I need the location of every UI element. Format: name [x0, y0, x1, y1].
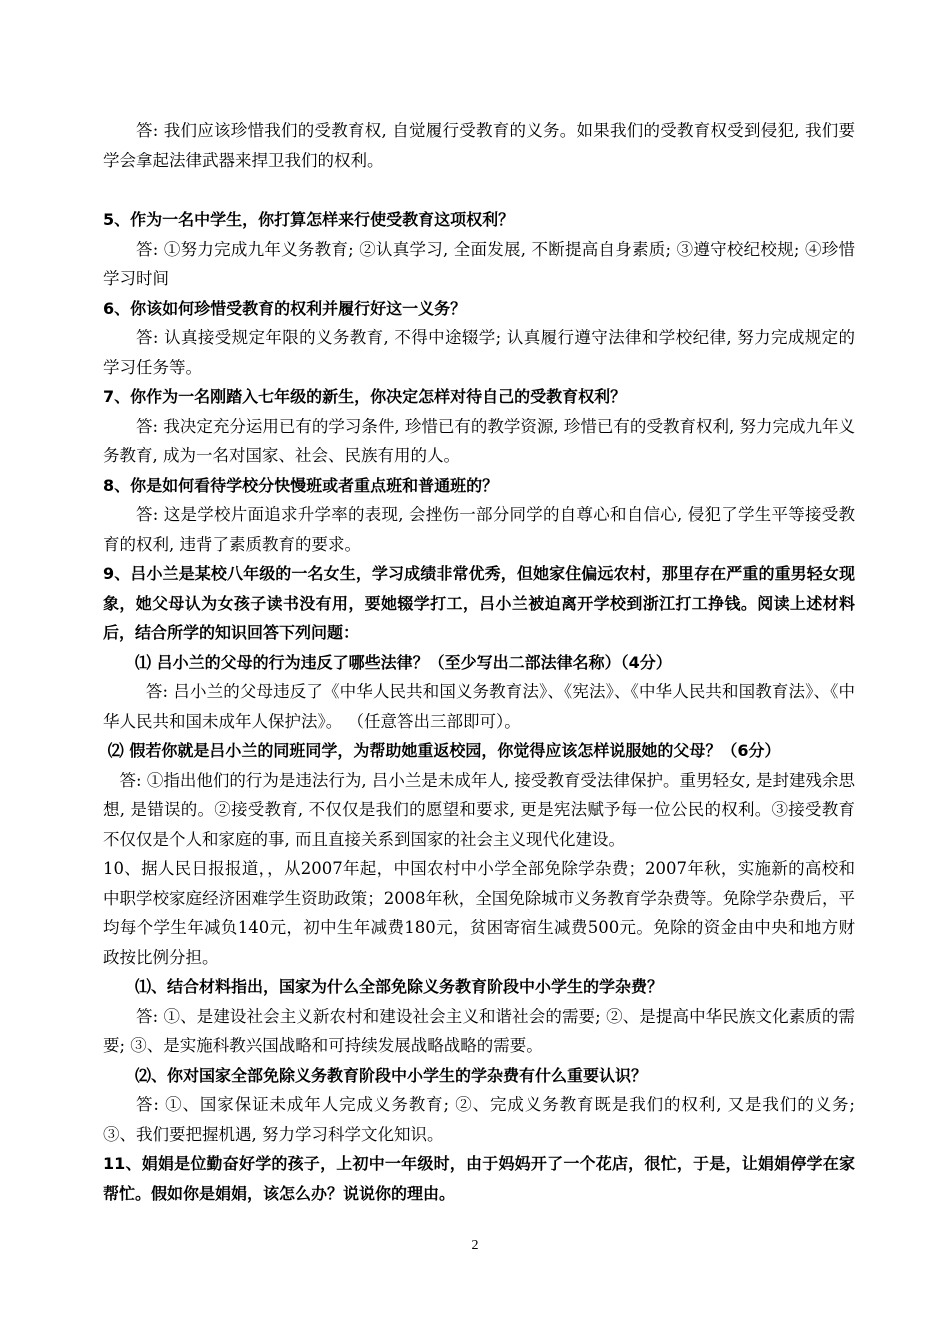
question-heading: ⑴、结合材料指出，国家为什么全部免除义务教育阶段中小学生的学杂费？ — [135, 977, 664, 996]
answer-paragraph: 10、据人民日报报道，，从2007年起，中国农村中小学全部免除学杂费；2007年秋，实施新的高校和中职学校家庭经济困难学生资助政策；2008年秋，全国免除城市义务教育学杂费等。免除学杂费后，平均每个学生年减负140元，初中生年减费180元，贫困寄宿生减费500元。免除的资金由中央和地方财政按比例分担。 — [103, 859, 855, 967]
page-number: 2 — [471, 1238, 479, 1253]
answer-paragraph: 答: ①努力完成九年义务教育; ②认真学习, 全面发展, 不断提高自身素质; ③遵守校纪校规; ④珍惜学习时间 — [103, 239, 855, 288]
answer-paragraph: 答: 我决定充分运用已有的学习条件, 珍惜已有的教学资源, 珍惜已有的受教育权利, 努力完成九年义务教育, 成为一名对国家、社会、民族有用的人。 — [103, 416, 855, 465]
answer-paragraph: 答: 认真接受规定年限的义务教育, 不得中途辍学; 认真履行遵守法律和学校纪律, 努力完成规定的学习任务等。 — [103, 328, 855, 377]
document-body — [103, 116, 855, 1208]
answer-paragraph: 答: 吕小兰的父母违反了《中华人民共和国义务教育法》、《宪法》、《中华人民共和国教育法》、《中华人民共和国未成年人保护法》。 （任意答出三部即可）。 — [103, 682, 855, 731]
answer-paragraph: 答: 这是学校片面追求升学率的表现, 会挫伤一部分同学的自尊心和自信心, 侵犯了学生平等接受教育的权利, 违背了素质教育的要求。 — [103, 505, 855, 554]
question-heading: 11、娟娟是位勤奋好学的孩子，上初中一年级时，由于妈妈开了一个花店，很忙，于是，让娟娟停学在家帮忙。假如你是娟娟，该怎么办？说说你的理由。 — [103, 1154, 855, 1203]
question-heading: ⑴ 吕小兰的父母的行为违反了哪些法律？（至少写出二部法律名称）（4分） — [135, 652, 672, 672]
question-heading: 6、你该如何珍惜受教育的权利并履行好这一义务？ — [103, 298, 467, 318]
question-heading: 7、你作为一名刚踏入七年级的新生，你决定怎样对待自己的受教育权利？ — [103, 387, 627, 406]
answer-paragraph: 答: ①、是建设社会主义新农村和建设社会主义和谐社会的需要; ②、是提高中华民族文化素质的需要; ③、是实施科教兴国战略和可持续发展战略战略的需要。 — [103, 1006, 855, 1055]
question-heading: ⑵ 假若你就是吕小兰的同班同学，为帮助她重返校园，你觉得应该怎样说服她的父母？（6分） — [107, 741, 781, 760]
answer-paragraph: 答: ①指出他们的行为是违法行为, 吕小兰是未成年人, 接受教育受法律保护。重男轻女, 是封建残余思想, 是错误的。②接受教育, 不仅仅是我们的愿望和要求, 更是宪法赋予每一位公民的权利。③接受教育不仅仅是个人和家庭的事, 而且直接关系到国家的社会主义现代化建设。 — [103, 770, 855, 849]
answer-paragraph: 答: 我们应该珍惜我们的受教育权, 自觉履行受教育的义务。如果我们的受教育权受到侵犯, 我们要学会拿起法律武器来捍卫我们的权利。 — [103, 121, 855, 170]
paragraph-gap — [103, 175, 855, 205]
question-heading: ⑵、你对国家全部免除义务教育阶段中小学生的学杂费有什么重要认识？ — [135, 1065, 648, 1085]
question-heading: 8、你是如何看待学校分快慢班或者重点班和普通班的？ — [103, 475, 499, 495]
question-heading: 5、作为一名中学生，你打算怎样来行使受教育这项权利？ — [103, 210, 515, 229]
question-heading: 9、吕小兰是某校八年级的一名女生，学习成绩非常优秀，但她家住偏远农村，那里存在严重的重男轻女现象，她父母认为女孩子读书没有用，要她辍学打工，吕小兰被迫离开学校到浙江打工挣钱。阅读上述材料后，结合所学的知识回答下列问题： — [103, 564, 855, 642]
answer-paragraph: 答: ①、国家保证未成年人完成义务教育; ②、完成义务教育既是我们的权利, 又是我们的义务; ③、我们要把握机遇, 努力学习科学文化知识。 — [103, 1095, 855, 1144]
